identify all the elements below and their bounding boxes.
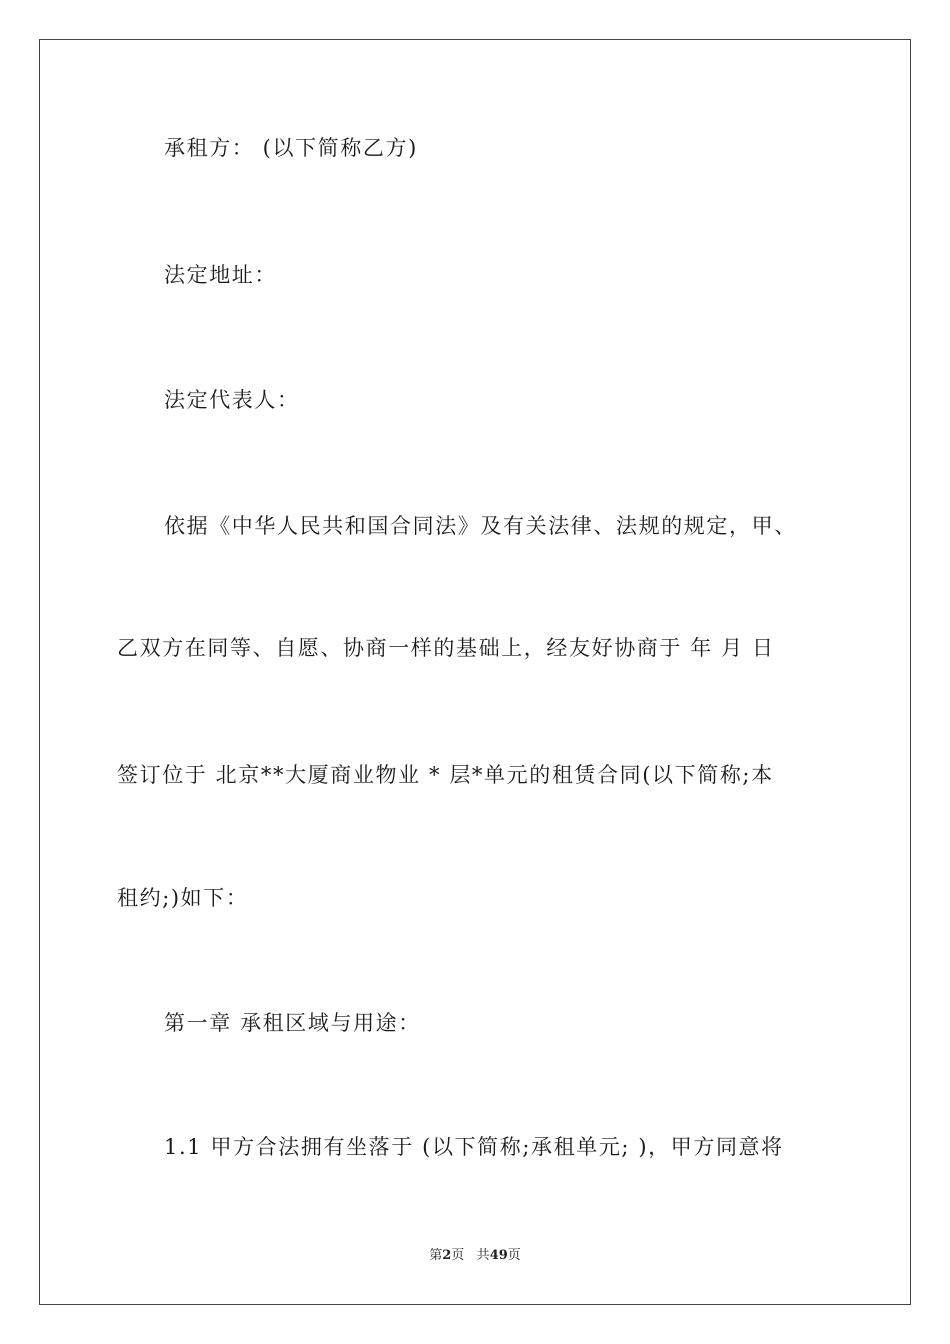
current-page-number: 2 — [442, 1248, 452, 1263]
paragraph-line-4: 租约;)如下： — [117, 886, 249, 910]
page-footer — [0, 1244, 950, 1263]
page-border — [39, 39, 911, 1305]
clause-1-1: 1.1 甲方合法拥有坐落于 (以下简称;承租单元; )，甲方同意将 — [164, 1135, 784, 1159]
chapter-heading: 第一章 承租区域与用途： — [164, 1011, 421, 1035]
legal-address-line: 法定地址： — [164, 263, 277, 287]
total-pages-number: 49 — [489, 1248, 508, 1263]
footer-total-prefix: 共 — [476, 1248, 490, 1263]
legal-representative-line: 法定代表人： — [164, 388, 300, 412]
footer-prefix: 第 — [429, 1248, 443, 1263]
paragraph-line-1: 依据《中华人民共和国合同法》及有关法律、法规的规定，甲、 — [164, 514, 797, 538]
footer-total-suffix: 页 — [507, 1248, 521, 1263]
footer-page-word: 页 — [451, 1248, 465, 1263]
paragraph-line-2: 乙双方在同等、自愿、协商一样的基础上，经友好协商于 年 月 日 — [117, 636, 775, 660]
paragraph-line-3: 签订位于 北京**大厦商业物业 * 层*单元的租赁合同(以下简称;本 — [117, 763, 774, 787]
lessee-line: 承租方： (以下简称乙方) — [164, 136, 418, 160]
